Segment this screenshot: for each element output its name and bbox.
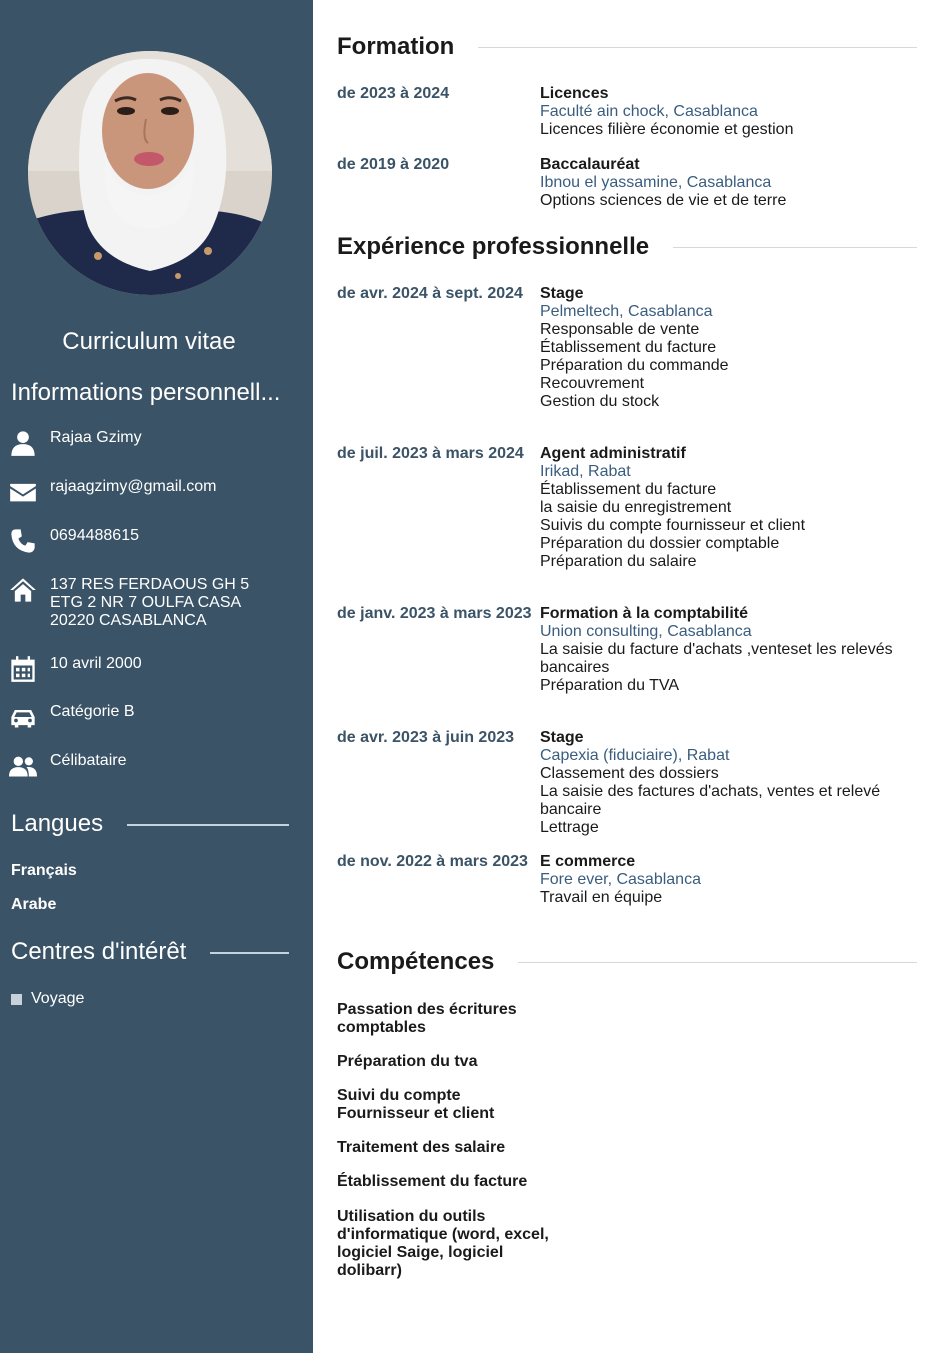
personal-info-heading: Informations personnell... <box>11 379 281 406</box>
heading-divider <box>673 247 917 248</box>
entry-line: Préparation du salaire <box>540 553 697 570</box>
entry-line: Établissement du facture <box>540 481 717 498</box>
entry-date: de avr. 2023 à juin 2023 <box>337 729 515 746</box>
entry-organization: Irikad, Rabat <box>540 463 631 480</box>
entry-line: Licences filière économie et gestion <box>540 121 794 138</box>
main-content <box>313 0 948 1353</box>
entry-date: de janv. 2023 à mars 2023 <box>337 605 532 622</box>
formation-heading <box>337 33 917 61</box>
entry-title: Licences <box>540 85 609 102</box>
entry-organization: Union consulting, Casablanca <box>540 623 752 640</box>
phone-icon <box>8 526 38 556</box>
entry-line: Préparation du dossier comptable <box>540 535 780 552</box>
info-email <box>8 477 298 507</box>
entry-line: Recouvrement <box>540 375 645 392</box>
entry-title: Baccalauréat <box>540 156 640 173</box>
language-item: Français <box>11 862 77 879</box>
entry-title: Formation à la comptabilité <box>540 605 749 622</box>
entry-title: Stage <box>540 285 584 302</box>
bullet-square-icon <box>11 994 22 1005</box>
users-icon <box>8 751 38 781</box>
entry-line: Préparation du TVA <box>540 677 680 694</box>
heading-divider <box>478 47 917 48</box>
entry-line: Préparation du commande <box>540 357 729 374</box>
skill-item: Établissement du facture <box>337 1173 528 1190</box>
skill-item: Utilisation du outils d'informatique (word, excel, logiciel Saige, logiciel dolibarr) <box>337 1208 549 1279</box>
skill-item: Traitement des salaire <box>337 1139 506 1156</box>
entry-title: E commerce <box>540 853 636 870</box>
entry-date: de nov. 2022 à mars 2023 <box>337 853 528 870</box>
language-item: Arabe <box>11 896 57 913</box>
skills-heading-text: Compétences <box>337 948 495 975</box>
envelope-icon <box>8 477 38 507</box>
home-icon <box>8 575 38 605</box>
birthdate-text: 10 avril 2000 <box>50 655 142 672</box>
name-text: Rajaa Gzimy <box>50 429 142 446</box>
interest-item <box>11 990 84 1008</box>
entry-line: La saisie du facture d'achats ,venteset les relevés bancaires <box>540 641 893 676</box>
skill-item: Préparation du tva <box>337 1053 478 1070</box>
interests-heading-text: Centres d'intérêt <box>11 938 187 965</box>
entry-date: de 2023 à 2024 <box>337 85 450 102</box>
address-text: 137 RES FERDAOUS GH 5 ETG 2 NR 7 OULFA CASA 20220 CASABLANCA <box>50 576 250 629</box>
sidebar <box>0 0 313 1353</box>
entry-title: Agent administratif <box>540 445 686 462</box>
interest-label: Voyage <box>31 990 85 1007</box>
entry-line: Travail en équipe <box>540 889 663 906</box>
entry-organization: Fore ever, Casablanca <box>540 871 701 888</box>
entry-line: Suivis du compte fournisseur et client <box>540 517 806 534</box>
experience-heading-text: Expérience professionnelle <box>337 233 650 260</box>
phone-text: 0694488615 <box>50 527 139 544</box>
entry-line: Lettrage <box>540 819 599 836</box>
entry-line: La saisie des factures d'achats, ventes et relevé bancaire <box>540 783 881 818</box>
info-license <box>8 702 298 732</box>
info-status <box>8 751 298 781</box>
entry-line: Classement des dossiers <box>540 765 719 782</box>
skills-heading <box>337 948 917 976</box>
entry-date: de juil. 2023 à mars 2024 <box>337 445 524 462</box>
info-phone <box>8 526 298 556</box>
status-text: Célibataire <box>50 752 127 769</box>
email-text: rajaagzimy@gmail.com <box>50 478 217 495</box>
entry-organization: Ibnou el yassamine, Casablanca <box>540 174 772 191</box>
info-birthdate <box>8 654 298 684</box>
license-text: Catégorie B <box>50 703 135 720</box>
entry-line: Responsable de vente <box>540 321 700 338</box>
entry-date: de avr. 2024 à sept. 2024 <box>337 285 523 302</box>
languages-heading-text: Langues <box>11 810 104 837</box>
languages-heading <box>11 810 289 838</box>
calendar-icon <box>8 654 38 684</box>
interests-heading <box>11 938 289 966</box>
entry-organization: Pelmeltech, Casablanca <box>540 303 713 320</box>
entry-line: Options sciences de vie et de terre <box>540 192 787 209</box>
skill-item: Passation des écritures comptables <box>337 1001 517 1036</box>
entry-organization: Capexia (fiduciaire), Rabat <box>540 747 730 764</box>
skill-item: Suivi du compte Fournisseur et client <box>337 1087 495 1122</box>
experience-heading <box>337 233 917 261</box>
profile-photo <box>28 51 272 295</box>
heading-divider <box>518 962 917 963</box>
formation-heading-text: Formation <box>337 33 455 60</box>
entry-title: Stage <box>540 729 584 746</box>
car-icon <box>8 702 38 732</box>
heading-divider <box>210 952 289 954</box>
cv-title: Curriculum vitae <box>62 328 236 355</box>
entry-date: de 2019 à 2020 <box>337 156 450 173</box>
entry-line: la saisie du enregistrement <box>540 499 732 516</box>
entry-line: Gestion du stock <box>540 393 660 410</box>
entry-line: Établissement du facture <box>540 339 717 356</box>
info-name <box>8 428 298 458</box>
info-address <box>8 575 298 630</box>
entry-organization: Faculté ain chock, Casablanca <box>540 103 758 120</box>
heading-divider <box>127 824 289 826</box>
user-icon <box>8 428 38 458</box>
